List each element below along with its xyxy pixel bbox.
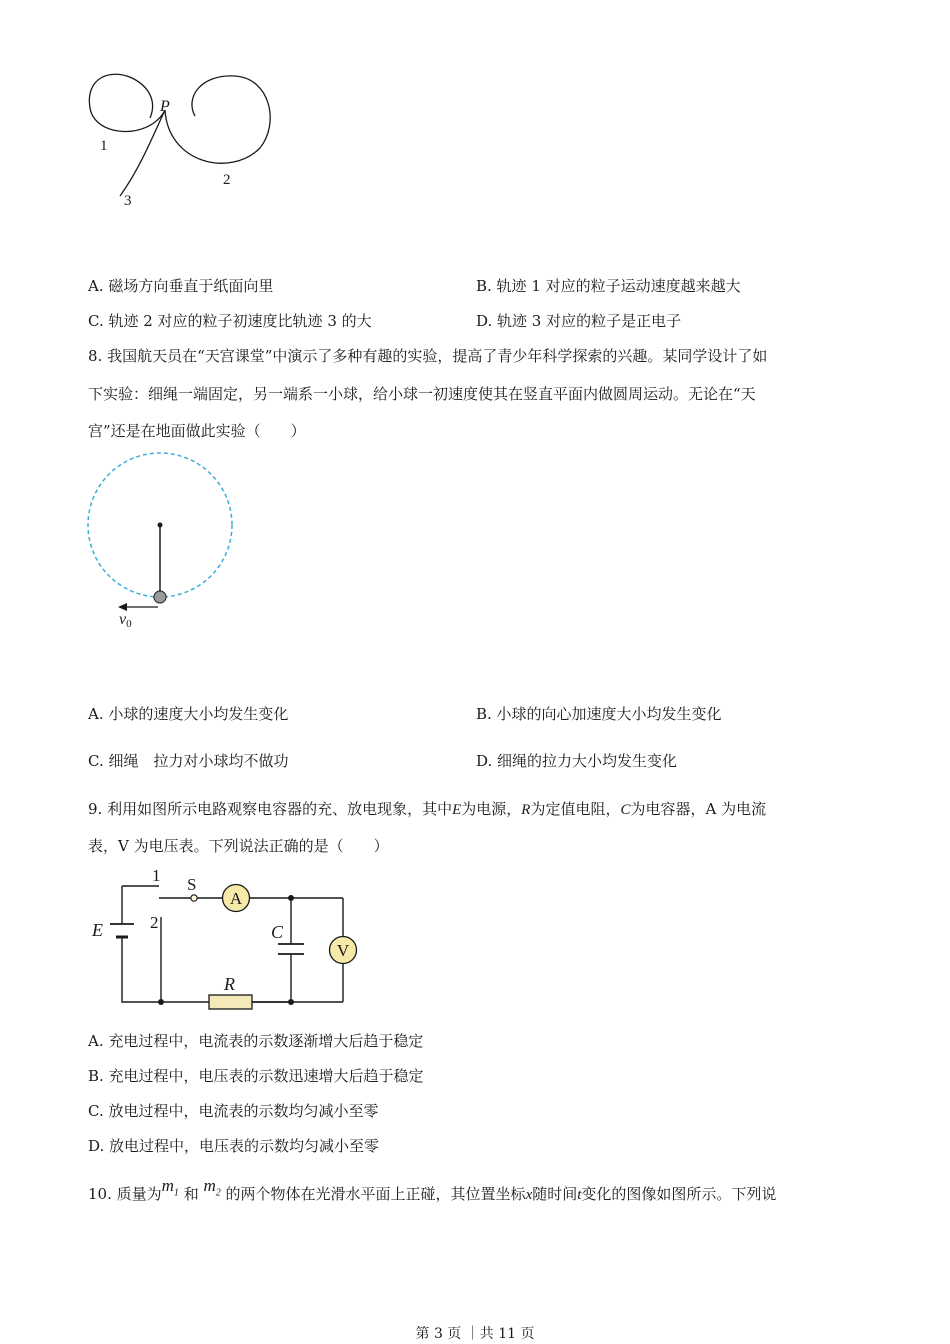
q8-option-d: D. 细绳的拉力大小均发生变化 [476,752,678,770]
ball [154,591,166,603]
velocity-label: v0 [119,611,132,630]
capacitor-label: C [271,922,284,942]
terminal-2-label: 2 [150,913,159,932]
resistor-label: R [224,974,235,994]
q9-option-a: A. 充电过程中，电流表的示数逐渐增大后趋于稳定 [88,1032,424,1050]
q7-option-a: A. 磁场方向垂直于纸面向里 [88,277,274,295]
switch-label: S [187,875,197,894]
q9-option-c: C. 放电过程中，电流表的示数均匀减小至零 [88,1102,379,1120]
battery-label: E [92,920,103,940]
q8-option-b: B. 小球的向心加速度大小均发生变化 [476,705,722,723]
track-3 [120,110,165,196]
switch-pivot [191,895,197,901]
label-p: P [160,98,170,115]
junction-dot [288,895,294,901]
voltmeter-label: V [336,941,350,960]
label-track-1: 1 [100,138,108,154]
label-track-2: 2 [223,172,231,188]
terminal-1-label: 1 [152,866,161,885]
page-footer: 第 3 页 ｜共 11 页 [415,1326,535,1342]
track-1 [89,74,165,131]
q8-option-c: C. 细绳 拉力对小球均不做功 [88,752,289,770]
track-2 [165,76,270,163]
q7-option-d: D. 轨迹 3 对应的粒子是正电子 [476,312,682,330]
q7-option-b: B. 轨迹 1 对应的粒子运动速度越来越大 [476,277,741,295]
junction-dot [158,999,164,1005]
q9-stem-line-1: 9. 利用如图所示电路观察电容器的充、放电现象，其中E为电源，R为定值电阻，C为电容器，A 为电流 [88,800,767,818]
q10-stem-line-1: 10. 质量为$m_1$ 和 $m_2$ 的两个物体在光滑水平面上正碰，其位置坐标x随时间t变化的图像如图所示。下列说 [88,1176,777,1203]
particle-tracks-figure [80,68,280,213]
junction-dot [288,999,294,1005]
q7-option-c: C. 轨迹 2 对应的粒子初速度比轨迹 3 的大 [88,312,372,330]
q9-stem-line-2: 表，V 为电压表。下列说法正确的是（ ） [88,837,389,855]
ammeter-label: A [229,889,243,908]
q9-option-d: D. 放电过程中，电压表的示数均匀减小至零 [88,1137,380,1155]
velocity-arrowhead [118,603,127,611]
circular-motion-figure [80,448,250,638]
circuit-diagram [85,862,375,1012]
resistor [209,995,252,1009]
q8-stem-line-1: 8. 我国航天员在“天宫课堂”中演示了多种有趣的实验，提高了青少年科学探索的兴趣。某同学设计了如 [88,347,768,365]
q8-stem-line-2: 下实验：细绳一端固定，另一端系一小球，给小球一初速度使其在竖直平面内做圆周运动。无论在“天 [88,385,756,403]
q8-option-a: A. 小球的速度大小均发生变化 [88,705,289,723]
q8-stem-line-3: 宫”还是在地面做此实验（ ） [88,422,306,440]
label-track-3: 3 [124,193,132,209]
q9-option-b: B. 充电过程中，电压表的示数迅速增大后趋于稳定 [88,1067,424,1085]
